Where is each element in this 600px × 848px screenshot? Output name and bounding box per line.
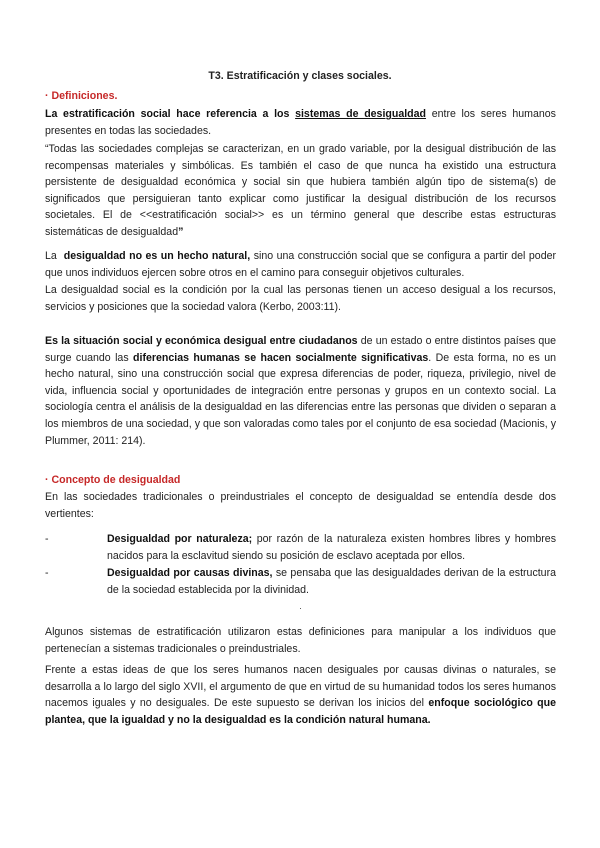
separator-dot: ·	[299, 603, 302, 613]
body-text: por razón de la naturaleza existen hombres libres y hombres nacidos para la esclavitud siendo su posición de esclavo aceptada por ellos.	[107, 533, 556, 562]
paragraph-concepto-intro	[45, 489, 556, 522]
list-item-text	[107, 565, 556, 598]
definiciones-heading	[45, 88, 556, 105]
body-text: . De esta forma, no es un hecho natural, sino una construcción social que expresa diferencias de poder, riqueza, privilegio, nivel de vida, influencia social y oportunidades de integración entre personas y grupos en un contexto social. La sociología centra el análisis de la desigualdad en las diferencias entre las personas que dividen o separan a los miembros de una sociedad, y que son valoradas como tales por el conjunto de esa sociedad (Macionis, y Plummer, 2011: 214).	[45, 351, 557, 447]
concepto-heading	[45, 472, 556, 489]
underlined-term: sistemas de desigualdad	[295, 108, 427, 120]
paragraph-estratificacion	[45, 106, 556, 139]
body-text: La	[45, 250, 57, 262]
bold-text: desigualdad no es un hecho natural,	[63, 250, 251, 262]
quote-end-mark: ”	[178, 225, 184, 238]
list-item-text	[107, 531, 556, 564]
body-text: entre los seres humanos presentes en todas las sociedades.	[45, 108, 556, 137]
paragraph-no-natural	[45, 248, 556, 281]
list-dash: -	[45, 567, 49, 579]
paragraph-situacion-social	[45, 333, 556, 449]
list-item-naturaleza	[45, 531, 556, 564]
list-item-divinas	[45, 565, 556, 598]
body-text: La desigualdad social es la condición por la cual las personas tienen un acceso desigual a los recursos, servicios y posiciones que la sociedad valora (Kerbo, 2003:11).	[45, 284, 556, 313]
paragraph-siglo-xvii	[45, 662, 556, 728]
quote-paragraph	[45, 141, 556, 241]
body-text: Frente a estas ideas de que los seres humanos nacen desiguales por causas divinas o naturales, se desarrolla a lo largo del siglo XVII, el argumento de que en virtud de su humanidad todos los seres humanos nacemos iguales y no desiguales. De este supuesto se derivan los inicios del	[45, 664, 556, 710]
bold-text: diferencias humanas se hacen socialmente significativas	[133, 351, 429, 364]
body-text: se pensaba que las desigualdades derivan de la estructura de la sociedad establecida por la divinidad.	[107, 567, 556, 596]
list-dash: -	[45, 533, 49, 545]
bold-text: La estratificación social hace referencia a los	[45, 108, 290, 120]
body-text: Algunos sistemas de estratificación utilizaron estas definiciones para manipular a los individuos que pertenecían a sistemas tradicionales o preindustriales.	[45, 626, 556, 655]
body-text: sino una construcción social que se configura a partir del poder que unos individuos ejercen sobre otros en el camino para conseguir objetivos culturales.	[45, 250, 556, 279]
page-title: T3. Estratificación y clases sociales.	[208, 70, 392, 82]
bold-text: enfoque sociológico que plantea, que la igualdad y no la desigualdad es la condición natural humana.	[45, 697, 556, 726]
section-heading-concepto: · Concepto de desigualdad	[45, 474, 181, 486]
quote-text: “Todas las sociedades complejas se caracterizan, en un grado variable, por la desigual distribución de las recompensas materiales y simbólicas. Es también el caso de que nunca ha existido una estructura persistente de desigualdad económica y social sin que hubiera también algún tipo de sistema(s) de significados que persiguieran tanto explicar como justificar la desigual distribución de los recursos societales. El de <<estratificación social>> es un término general que describe estas estructuras sistemáticas de desigualdad	[45, 143, 556, 238]
body-text: En las sociedades tradicionales o preindustriales el concepto de desigualdad se entendía desde dos vertientes:	[45, 491, 556, 520]
bold-text: Desigualdad por causas divinas,	[107, 567, 273, 579]
bold-text: Es la situación social y económica desigual entre ciudadanos	[45, 335, 358, 347]
body-text: de un estado o entre distintos países que surge cuando las	[45, 335, 557, 364]
section-heading-definiciones: · Definiciones.	[45, 90, 118, 102]
paragraph-kerbo	[45, 282, 556, 315]
bold-text: Desigualdad por naturaleza;	[107, 533, 253, 545]
paragraph-sistemas	[45, 624, 556, 657]
